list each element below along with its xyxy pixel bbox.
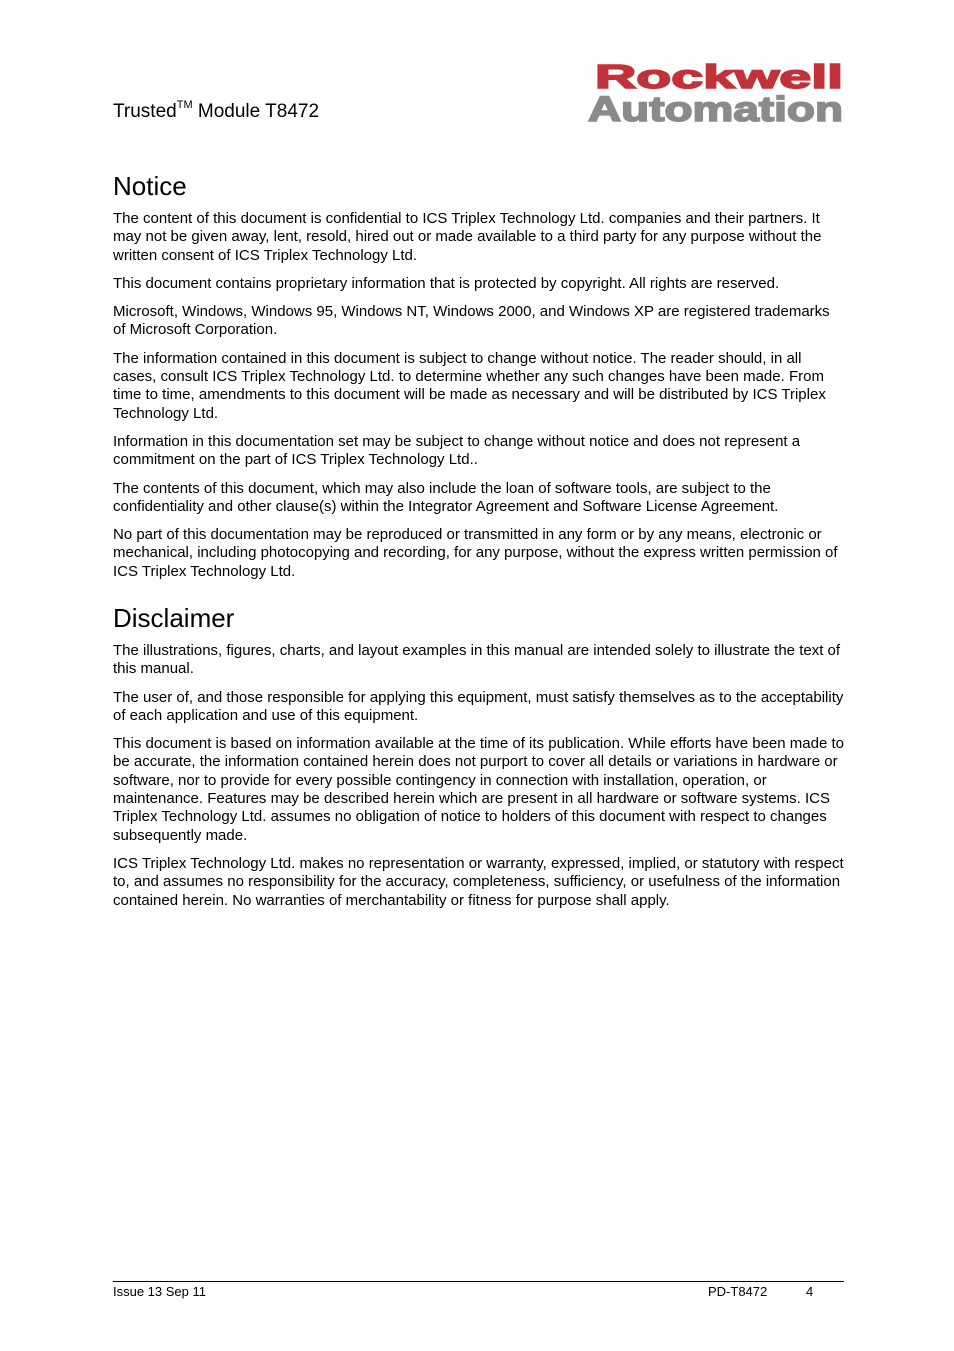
disclaimer-heading: Disclaimer	[113, 603, 235, 633]
notice-paragraph: Information in this documentation set may be subject to change without notice and does not represent a commitment on the part of ICS Triplex Technology Ltd..	[113, 432, 801, 469]
document-title	[113, 100, 319, 124]
notice-paragraph: Microsoft, Windows, Windows 95, Windows NT, Windows 2000, and Windows XP are registered trademarks of Microsoft Corporation.	[113, 303, 830, 339]
disclaimer-paragraph: This document is based on information available at the time of its publication. While efforts have been made to be accurate, the information contained herein does not purport to cover all details or variations in hardware or software, nor to provide for every possible contingency in connection with installation, operation, or maintenance. Features may be described herein which are present in all hardware or software systems. ICS Triplex Technology Ltd. assumes no obligation of notice to holders of this document with respect to changes subsequently made.	[113, 735, 844, 844]
disclaimer-paragraph: The user of, and those responsible for applying this equipment, must satisfy themselves as to the acceptability of each application and use of this equipment.	[113, 688, 844, 724]
title-suffix: Module T8472	[192, 101, 320, 122]
page-number: 4	[806, 1284, 814, 1299]
footer-issue: Issue 13 Sep 11	[113, 1284, 206, 1299]
trademark-superscript: TM	[176, 99, 193, 111]
notice-section	[113, 171, 845, 591]
notice-paragraph: No part of this documentation may be reproduced or transmitted in any form or by any means, electronic or mechanical, including photocopying and recording, for any purpose, without the express written permission of ICS Triplex Technology Ltd.	[113, 526, 838, 580]
logo-line-automation: Automation	[588, 90, 843, 124]
notice-paragraph: The contents of this document, which may also include the loan of software tools, are subject to the confidentiality and other clause(s) within the Integrator Agreement and Software License Agreement.	[113, 479, 779, 515]
footer-doc-code: PD-T8472	[708, 1284, 768, 1299]
title-prefix: Trusted	[113, 101, 177, 122]
notice-heading: Notice	[113, 171, 187, 201]
notice-paragraph: This document contains proprietary information that is protected by copyright. All rights are reserved.	[113, 274, 780, 292]
disclaimer-paragraph: The illustrations, figures, charts, and layout examples in this manual are intended solely to illustrate the text of this manual.	[113, 642, 841, 678]
disclaimer-section	[113, 603, 845, 920]
rockwell-automation-logo	[586, 58, 844, 124]
notice-paragraph: The information contained in this document is subject to change without notice. The reader should, in all cases, consult ICS Triplex Technology Ltd. to determine whether any such changes have been made. From time to time, amendments to this document will be made as necessary and will be distributed by ICS Triplex Technology Ltd.	[113, 349, 826, 422]
disclaimer-paragraph: ICS Triplex Technology Ltd. makes no representation or warranty, expressed, implied, or statutory with respect to, and assumes no responsibility for the accuracy, completeness, sufficiency, or usefulness of the information contained herein. No warranties of merchantability or fitness for purpose shall apply.	[113, 854, 844, 909]
notice-paragraph: The content of this document is confidential to ICS Triplex Technology Ltd. companies and their partners. It may not be given away, lent, resold, hired out or made available to a third party for any purpose without the written consent of ICS Triplex Technology Ltd.	[113, 210, 822, 264]
logo-line-rockwell: Rockwell	[595, 58, 843, 95]
footer-divider	[113, 1281, 844, 1282]
